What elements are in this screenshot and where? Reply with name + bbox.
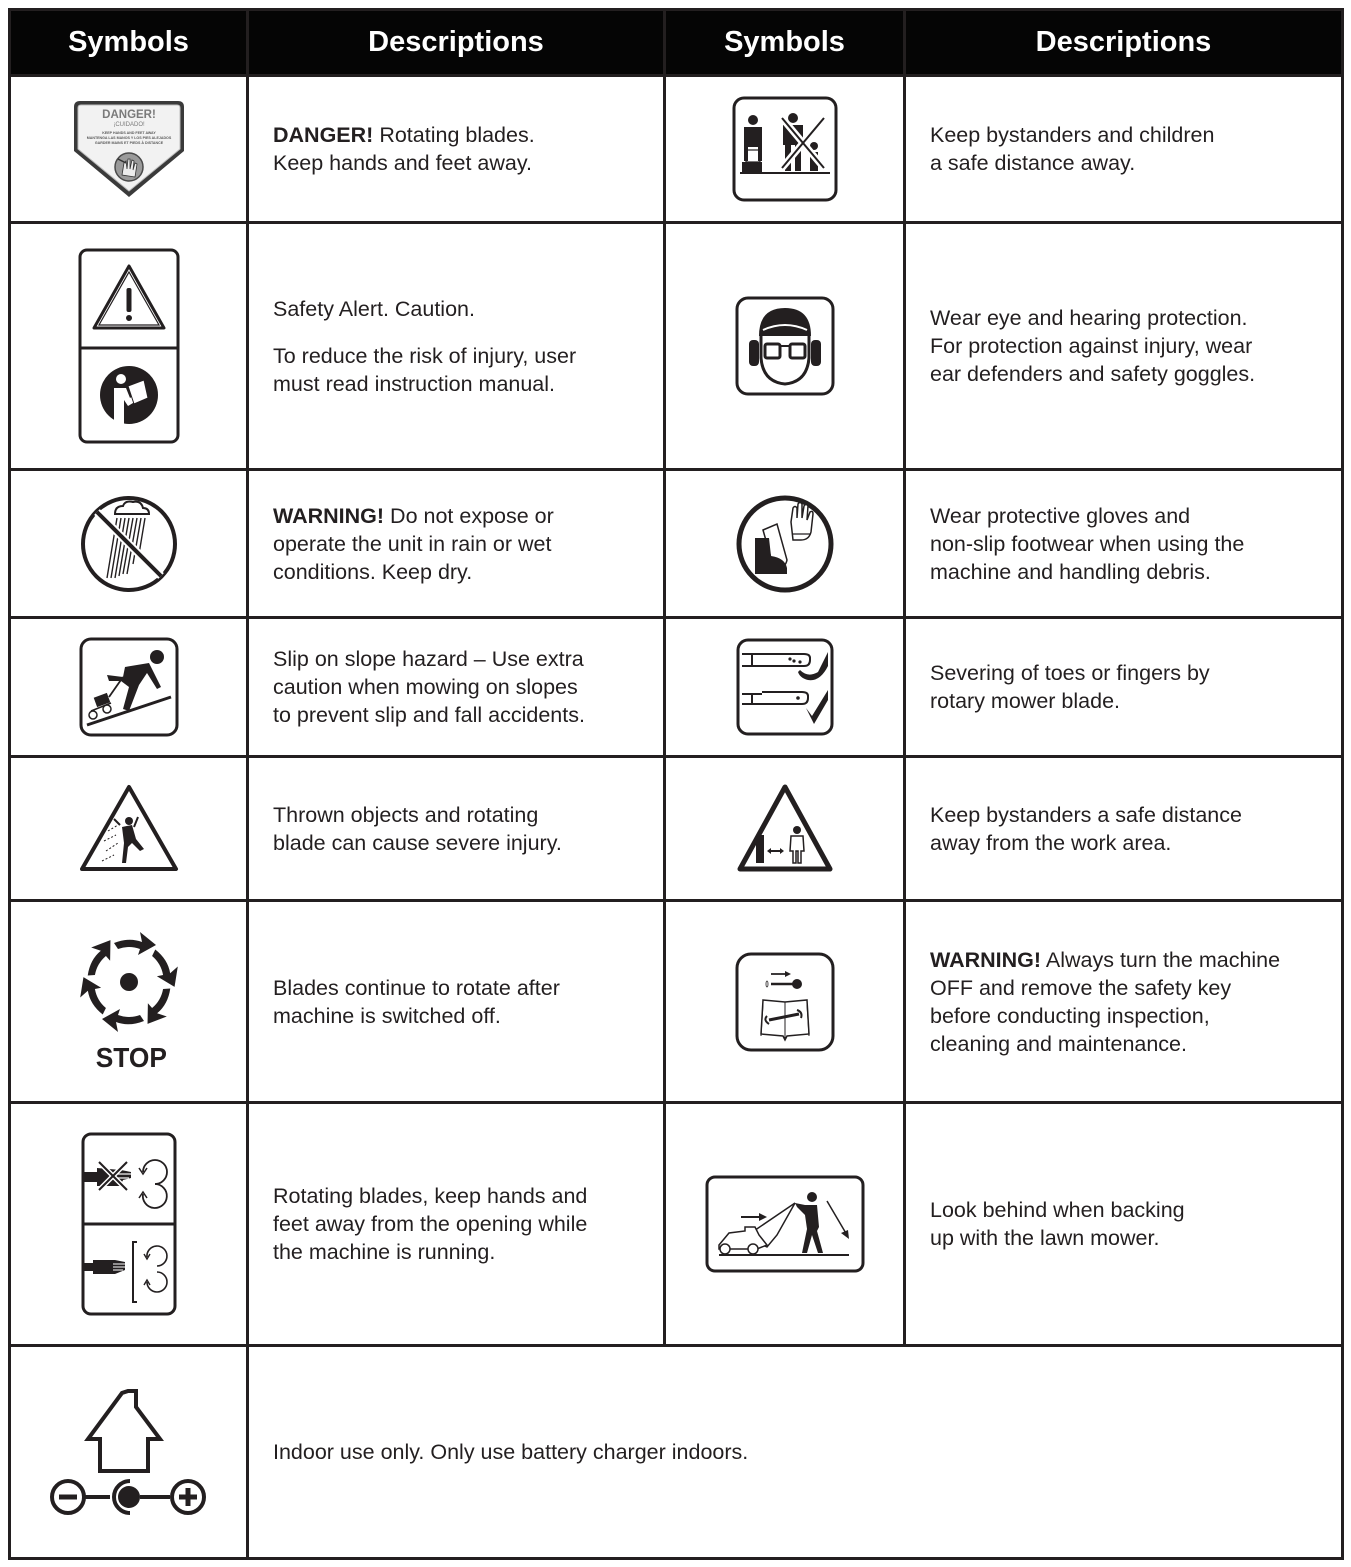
safety-symbols-table [8, 8, 1344, 1560]
keep-bystanders-children-away-icon [732, 96, 838, 202]
header-symbols-1: Symbols [10, 10, 248, 76]
svg-text:STOP: STOP [95, 1040, 167, 1073]
description-cell: Keep bystanders a safe distance away from the work area. [905, 757, 1343, 901]
description-cell: Thrown objects and rotating blade can cause severe injury. [248, 757, 665, 901]
symbol-cell [10, 618, 248, 757]
table-row [10, 757, 1343, 901]
table-row [10, 618, 1343, 757]
svg-text:MANTENGA LAS MANOS Y LOS PIES: MANTENGA LAS MANOS Y LOS PIES ALEJADOS [86, 136, 171, 140]
header-descriptions-1: Descriptions [248, 10, 665, 76]
header-descriptions-2: Descriptions [905, 10, 1343, 76]
table-row [10, 1346, 1343, 1559]
table-row [10, 76, 1343, 223]
safety-alert-read-manual-icon [78, 248, 180, 444]
svg-text:DANGER!: DANGER! [101, 109, 156, 121]
symbol-cell [665, 76, 905, 223]
description-cell: Safety Alert. Caution. To reduce the risk of injury, user must read instruction manual. [248, 223, 665, 470]
symbol-cell [665, 618, 905, 757]
danger-rotating-blades-label-icon [68, 99, 190, 199]
blades-rotate-stop-icon [74, 927, 184, 1077]
symbol-cell [10, 1103, 248, 1346]
warning-label: WARNING! [273, 503, 385, 528]
table-row [10, 901, 1343, 1103]
no-rain-icon [79, 494, 179, 594]
eye-hearing-protection-icon [735, 296, 835, 396]
table-row [10, 223, 1343, 470]
symbol-cell [665, 470, 905, 618]
gloves-footwear-icon [735, 494, 835, 594]
remove-key-maintenance-icon [735, 952, 835, 1052]
svg-text:¡CUIDADO!: ¡CUIDADO! [112, 122, 145, 128]
description-cell: Severing of toes or fingers by rotary mower blade. [905, 618, 1343, 757]
description-cell: Look behind when backing up with the lawn mower. [905, 1103, 1343, 1346]
keep-bystanders-distance-warning-icon [736, 783, 834, 875]
symbol-cell [10, 223, 248, 470]
description-cell: WARNING! Always turn the machine OFF and remove the safety key before conducting inspection, cleaning and maintenance. [905, 901, 1343, 1103]
table-header-row [10, 10, 1343, 76]
description-cell: Blades continue to rotate after machine is switched off. [248, 901, 665, 1103]
severing-toes-fingers-icon [736, 638, 834, 736]
description-cell: Keep bystanders and children a safe distance away. [905, 76, 1343, 223]
table-row [10, 1103, 1343, 1346]
description-cell: Rotating blades, keep hands and feet away from the opening while the machine is running. [248, 1103, 665, 1346]
svg-text:GARDER MAINS ET PIEDS À DISTAN: GARDER MAINS ET PIEDS À DISTANCE [94, 141, 163, 145]
header-symbols-2: Symbols [665, 10, 905, 76]
symbol-cell [10, 470, 248, 618]
symbol-cell [10, 1346, 248, 1559]
thrown-objects-warning-icon [78, 783, 180, 875]
warning-label: WARNING! [930, 947, 1042, 972]
description-cell: DANGER! Rotating blades. Keep hands and feet away. [248, 76, 665, 223]
symbol-cell [10, 76, 248, 223]
symbol-cell [10, 757, 248, 901]
symbol-cell [665, 223, 905, 470]
symbol-cell [665, 757, 905, 901]
slip-on-slope-icon [79, 637, 179, 737]
danger-label: DANGER! [273, 123, 374, 147]
safety-alert-caution: Safety Alert. Caution. [273, 296, 475, 321]
svg-text:KEEP HANDS AND FEET AWAY: KEEP HANDS AND FEET AWAY [101, 131, 156, 135]
symbol-cell [665, 901, 905, 1103]
keep-hands-away-opening-icon [81, 1132, 177, 1316]
look-behind-backing-icon [705, 1175, 865, 1273]
table-row [10, 470, 1343, 618]
indoor-use-charger-icon [48, 1387, 210, 1517]
description-cell: Slip on slope hazard – Use extra caution when mowing on slopes to prevent slip and fall accidents. [248, 618, 665, 757]
symbol-cell [10, 901, 248, 1103]
symbol-cell [665, 1103, 905, 1346]
description-cell: Wear eye and hearing protection. For protection against injury, wear ear defenders and safety goggles. [905, 223, 1343, 470]
description-cell: WARNING! Do not expose or operate the unit in rain or wet conditions. Keep dry. [248, 470, 665, 618]
description-cell: Wear protective gloves and non-slip footwear when using the machine and handling debris. [905, 470, 1343, 618]
description-cell: Indoor use only. Only use battery charger indoors. [248, 1346, 1343, 1559]
